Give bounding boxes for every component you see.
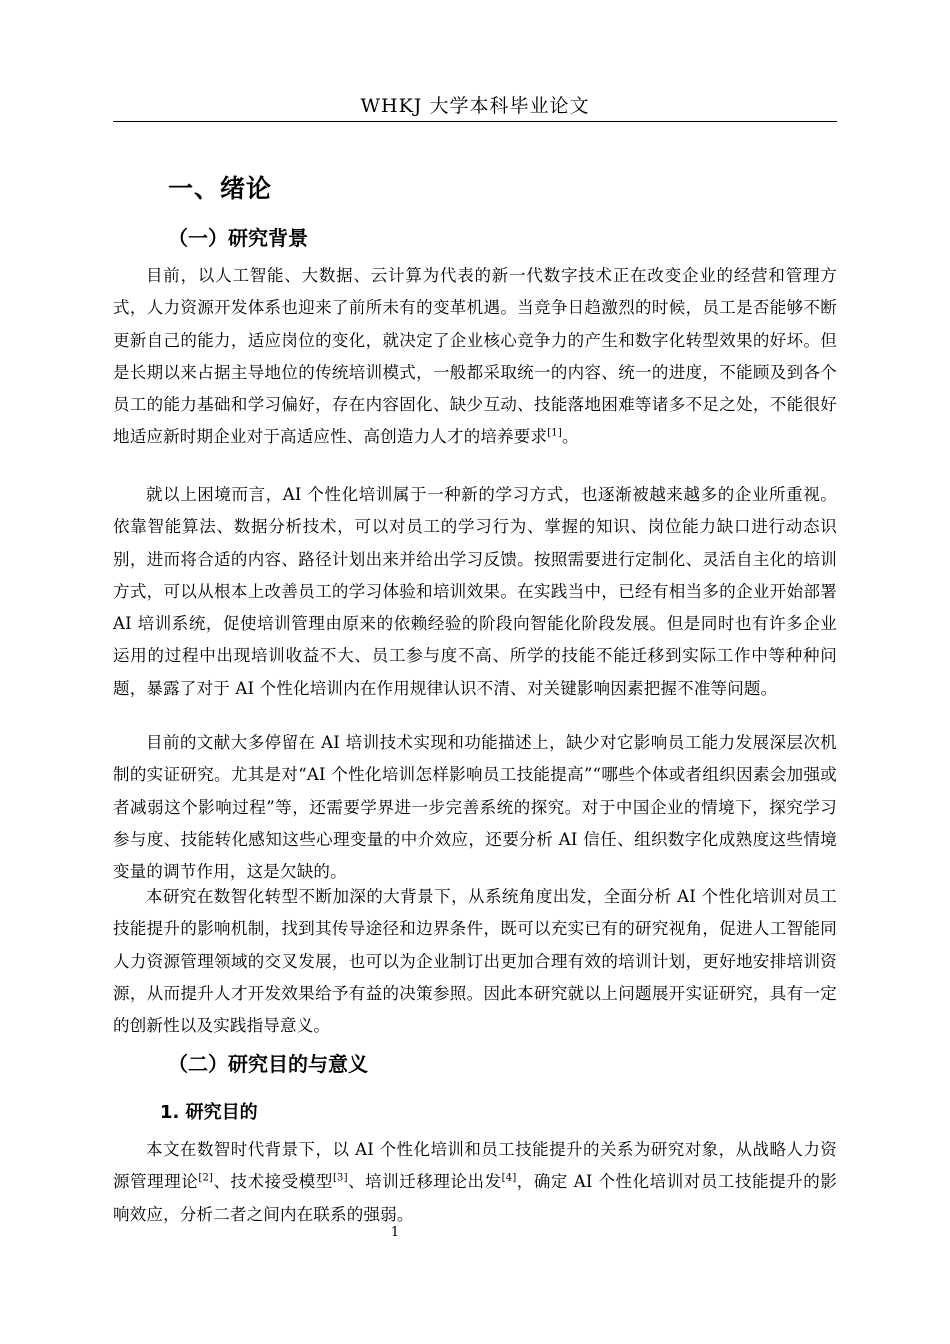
running-header: WHKJ 大学本科毕业论文	[360, 95, 590, 117]
paragraph-5-part-b: 、技术接受模型	[213, 1172, 333, 1192]
citation-2: [2]	[198, 1172, 214, 1184]
citation-1: [1]	[547, 427, 562, 439]
paragraph-1-text: 目前，以人工智能、大数据、云计算为代表的新一代数字技术正在改变企业的经营和管理方式，人力资源开发体系也迎来了前所未有的变革机遇。当竞争日趋激烈的时候，员工是否能够不断更新自己的能力，适应岗位的变化，就决定了企业核心竞争力的产生和数字化转型效果的好坏。但是长期以来占据主导地位的传统培训模式，一般都采取统一的内容、统一的进度，不能顾及到各个员工的能力基础和学习偏好，存在内容固化、缺少互动、技能落地困难等诸多不足之处，不能很好地适应新时期企业对于高适应性、高创造力人才的培养要求	[113, 266, 837, 447]
paragraph-5-part-c: 、培训迁移理论出发	[347, 1172, 502, 1192]
section-title-background: （一）研究背景	[168, 226, 308, 250]
paragraph-3: 目前的文献大多停留在 AI 培训技术实现和功能描述上，缺少对它影响员工能力发展深层次机制的实证研究。尤其是对“AI 个性化培训怎样影响员工技能提高”“哪些个体或者组织因素会加强或者减弱这个影响过程”等，还需要学界进一步完善系统的探究。对于中国企业的情境下，探究学习参与度、技能转化感知这些心理变量的中介效应，还要分析 AI 信任、组织数字化成熟度这些情境变量的调节作用，这是欠缺的。	[113, 733, 837, 882]
page-number: 1	[390, 1225, 400, 1240]
paragraph-2: 就以上困境而言，AI 个性化培训属于一种新的学习方式，也逐渐被越来越多的企业所重视。依靠智能算法、数据分析技术，可以对员工的学习行为、掌握的知识、岗位能力缺口进行动态识别，进而将合适的内容、路径计划出来并给出学习反馈。按照需要进行定制化、灵活自主化的培训方式，可以从根本上改善员工的学习体验和培训效果。在实践当中，已经有相当多的企业开始部署 AI 培训系统，促使培训管理由原来的依赖经验的阶段向智能化阶段发展。但是同时也有许多企业运用的过程中出现培训收益不大、员工参与度不高、所学的技能不能迁移到实际工作中等种种问题，暴露了对于 AI 个性化培训内在作用规律认识不清、对关键影响因素把握不准等问题。	[113, 485, 837, 698]
citation-4: [4]	[501, 1172, 517, 1184]
chapter-title: 一、绪论	[168, 174, 273, 203]
section-title-purpose: （二）研究目的与意义	[168, 1052, 368, 1076]
paragraph-1-tail: 。	[561, 427, 579, 447]
paragraph-5-part-a: 本文在数智时代背景下，以 AI 个性化培训和员工技能提升的关系为研究对象，从战略人力资源管理理论	[113, 1140, 837, 1192]
header-rule	[113, 121, 837, 122]
paragraph-5	[113, 1134, 837, 1231]
citation-3: [3]	[332, 1172, 348, 1184]
subsection-title-purpose: 1. 研究目的	[160, 1102, 258, 1123]
paragraph-4: 本研究在数智化转型不断加深的大背景下，从系统角度出发，全面分析 AI 个性化培训对员工技能提升的影响机制，找到其传导途径和边界条件，既可以充实已有的研究视角，促进人工智能同人力资源管理领域的交叉发展，也可以为企业制订出更加合理有效的培训计划，更好地安排培训资源，从而提升人才开发效果给予有益的决策参照。因此本研究就以上问题展开实证研究，具有一定的创新性以及实践指导意义。	[113, 887, 837, 1036]
paragraph-5-part-d: ，确定 AI 个性化培训对员工技能提升的影响效应，分析二者之间内在联系的强弱。	[113, 1172, 838, 1224]
paragraph-1	[113, 260, 837, 454]
